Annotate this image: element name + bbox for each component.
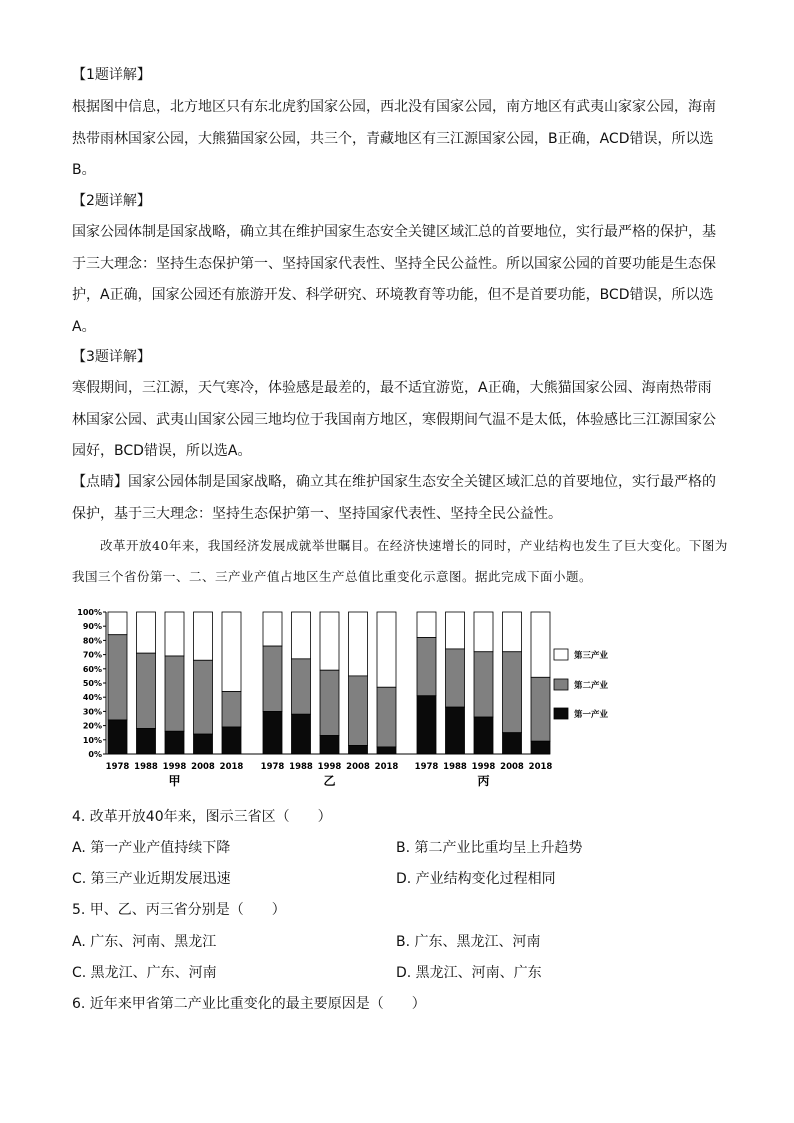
x-tick-label: 2018 xyxy=(374,762,399,772)
group-label: 乙 xyxy=(323,774,336,788)
bar-primary xyxy=(165,731,184,754)
question-5-option-d: D. 黑龙江、河南、广东 xyxy=(396,965,542,981)
x-tick-label: 1998 xyxy=(317,762,342,772)
bar-primary xyxy=(503,733,522,754)
y-tick-label: 10% xyxy=(82,735,102,745)
bar-secondary xyxy=(349,676,368,746)
bar-primary xyxy=(417,696,436,754)
bar-tertiary xyxy=(320,612,339,670)
question-5-option-b: B. 广东、黑龙江、河南 xyxy=(396,934,541,950)
section-3-text: 寒假期间，三江源，天气寒冷，体验感是最差的，最不适宜游览，A正确，大熊猫国家公园、海南热带雨林国家公园、武夷山国家公园三地均位于我国南方地区，寒假期间气温不是太低，体验感比三江源国家公园好，BCD错误，所以选A。 xyxy=(72,380,716,459)
bar-tertiary xyxy=(531,612,550,677)
bar-secondary xyxy=(222,692,241,728)
y-tick-label: 90% xyxy=(82,622,102,632)
section-2-heading: 【2题详解】 xyxy=(72,193,151,209)
section-2-text: 国家公园体制是国家战略，确立其在维护国家生态安全关键区域汇总的首要地位，实行最严格的保护，基于三大理念：坚持生态保护第一、坚持国家代表性、坚持全民公益性。所以国家公园的首要功能是生态保护，A正确，国家公园还有旅游开发、科学研究、环境教育等功能，但不是首要功能，BCD错误，所以选A。 xyxy=(72,224,716,335)
bar-primary xyxy=(474,717,493,754)
bar-tertiary xyxy=(108,612,127,635)
x-tick-label: 1978 xyxy=(414,762,439,772)
y-tick-label: 30% xyxy=(82,707,102,717)
bar-primary xyxy=(349,745,368,754)
bar-primary xyxy=(194,734,213,754)
y-tick-label: 60% xyxy=(82,664,102,674)
bar-secondary xyxy=(137,653,156,728)
bar-tertiary xyxy=(474,612,493,652)
bar-tertiary xyxy=(349,612,368,676)
bar-primary xyxy=(446,707,465,754)
x-tick-label: 1978 xyxy=(105,762,130,772)
question-4-option-c: C. 第三产业近期发展迅速 xyxy=(72,871,231,887)
bar-secondary xyxy=(108,635,127,720)
bar-primary xyxy=(263,711,282,754)
x-tick-label: 1978 xyxy=(260,762,285,772)
legend-label: 第二产业 xyxy=(574,681,609,691)
bar-secondary xyxy=(503,652,522,733)
question-4-option-a: A. 第一产业产值持续下降 xyxy=(72,840,231,856)
question-5-stem: 5. 甲、乙、丙三省分别是（ ） xyxy=(72,902,286,918)
x-tick-label: 1998 xyxy=(471,762,496,772)
bar-tertiary xyxy=(417,612,436,638)
bar-tertiary xyxy=(503,612,522,652)
bar-secondary xyxy=(320,670,339,735)
y-tick-label: 40% xyxy=(82,693,102,703)
bar-primary xyxy=(108,720,127,754)
question-4-option-b: B. 第二产业比重均呈上升趋势 xyxy=(396,840,583,856)
legend-label: 第三产业 xyxy=(574,651,609,661)
question-6-stem: 6. 近年来甲省第二产业比重变化的最主要原因是（ ） xyxy=(72,996,426,1012)
bar-secondary xyxy=(263,646,282,711)
question-4-option-d: D. 产业结构变化过程相同 xyxy=(396,871,556,887)
y-tick-label: 50% xyxy=(82,679,102,688)
x-tick-label: 2018 xyxy=(528,762,553,772)
bar-secondary xyxy=(446,649,465,707)
bar-secondary xyxy=(377,687,396,747)
bar-tertiary xyxy=(137,612,156,653)
question-5-option-a: A. 广东、河南、黑龙江 xyxy=(72,934,217,950)
legend-swatch xyxy=(554,649,568,660)
group-label: 丙 xyxy=(477,774,490,788)
legend-label: 第一产业 xyxy=(574,710,609,720)
bar-secondary xyxy=(292,659,311,714)
bar-tertiary xyxy=(222,612,241,692)
bar-primary xyxy=(292,714,311,754)
note-text: 【点睛】国家公园体制是国家战略，确立其在维护国家生态安全关键区域汇总的首要地位，实行最严格的保护，基于三大理念：坚持生态保护第一、坚持国家代表性、坚持全民公益性。 xyxy=(72,474,716,522)
x-tick-label: 1988 xyxy=(289,762,313,772)
legend-swatch xyxy=(554,679,568,690)
bar-primary xyxy=(377,747,396,754)
bar-primary xyxy=(320,736,339,754)
bar-tertiary xyxy=(165,612,184,656)
question-5-option-c: C. 黑龙江、广东、河南 xyxy=(72,965,217,981)
y-tick-label: 70% xyxy=(82,650,102,660)
x-tick-label: 1998 xyxy=(162,762,187,772)
bar-primary xyxy=(222,727,241,754)
section-3-heading: 【3题详解】 xyxy=(72,349,151,365)
y-tick-label: 100% xyxy=(77,608,102,617)
y-tick-label: 80% xyxy=(82,636,102,646)
bar-tertiary xyxy=(194,612,213,660)
bar-secondary xyxy=(474,652,493,717)
bar-secondary xyxy=(165,656,184,731)
bar-tertiary xyxy=(377,612,396,687)
group-label: 甲 xyxy=(168,774,181,788)
section-1-text: 根据图中信息，北方地区只有东北虎豹国家公园，西北没有国家公园，南方地区有武夷山家家公园，海南热带雨林国家公园，大熊猫国家公园，共三个，青藏地区有三江源国家公园，B正确，ACD错误，所以选B。 xyxy=(72,99,716,178)
x-tick-label: 1988 xyxy=(134,762,158,772)
industry-structure-chart xyxy=(77,602,640,792)
x-tick-label: 2008 xyxy=(346,762,370,772)
bar-secondary xyxy=(417,638,436,696)
bar-primary xyxy=(137,728,156,754)
bar-tertiary xyxy=(446,612,465,649)
bar-tertiary xyxy=(263,612,282,646)
y-tick-label: 20% xyxy=(82,721,102,731)
question-4-stem: 4. 改革开放40年来，图示三省区（ ） xyxy=(72,809,332,825)
x-tick-label: 2008 xyxy=(191,762,215,772)
bar-secondary xyxy=(531,677,550,741)
bar-tertiary xyxy=(292,612,311,659)
legend-swatch xyxy=(554,708,568,719)
x-tick-label: 1988 xyxy=(443,762,467,772)
x-tick-label: 2008 xyxy=(500,762,524,772)
x-tick-label: 2018 xyxy=(219,762,244,772)
y-tick-label: 0% xyxy=(88,750,102,759)
bar-secondary xyxy=(194,660,213,734)
question-intro: 改革开放40年来，我国经济发展成就举世瞩目。在经济快速增长的同时，产业结构也发生了巨大变化。下图为我国三个省份第一、二、三产业产值占地区生产总值比重变化示意图。据此完成下面小题。 xyxy=(72,538,728,584)
section-1-heading: 【1题详解】 xyxy=(72,67,151,83)
bar-primary xyxy=(531,741,550,754)
